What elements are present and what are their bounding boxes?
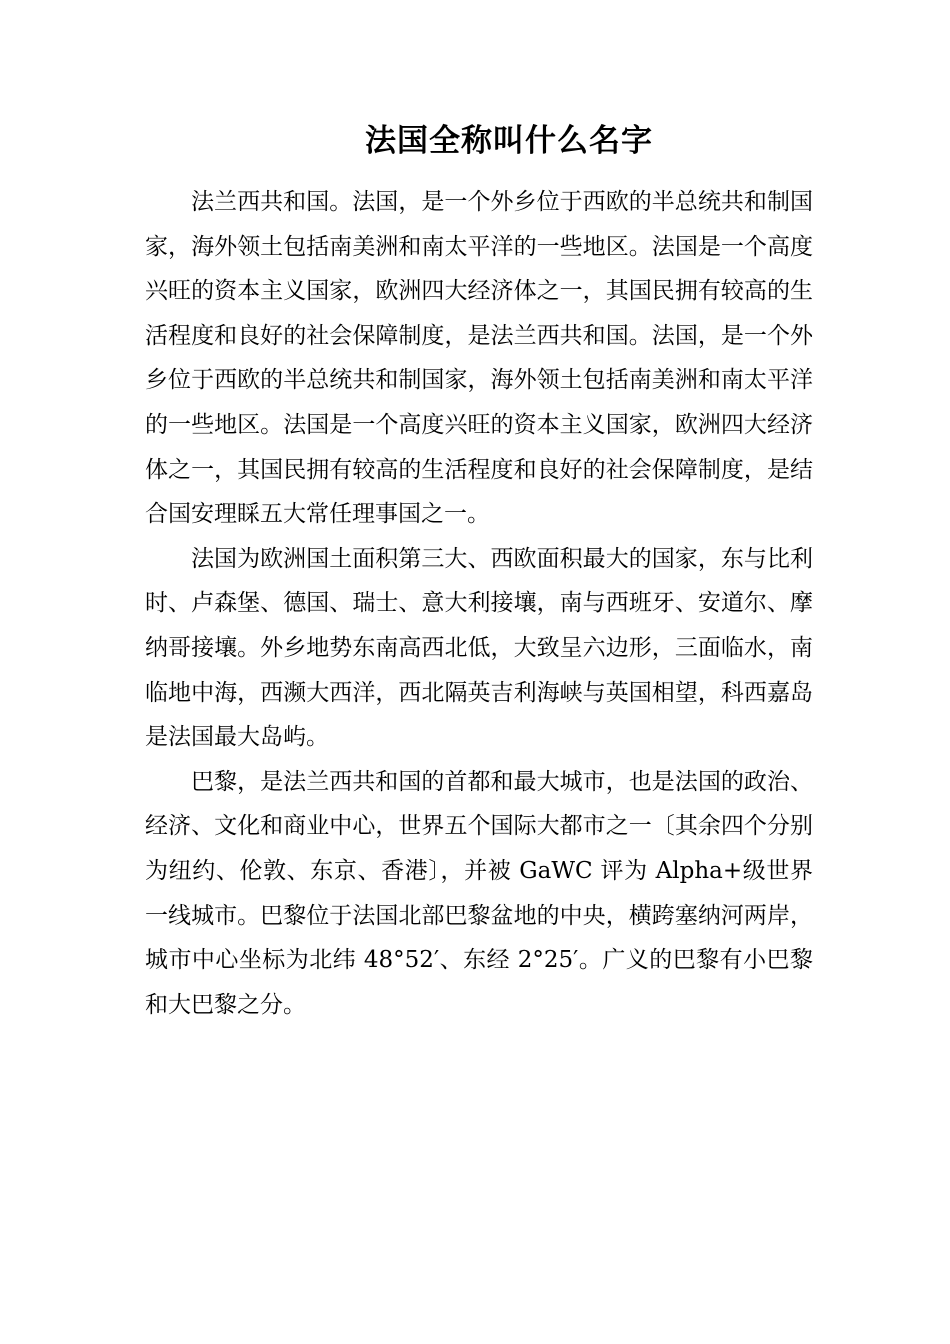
paragraph-geography: 法国为欧洲国土面积第三大、西欧面积最大的国家，东与比利时、卢森堡、德国、瑞士、意大利接壤，南与西班牙、安道尔、摩纳哥接壤。外乡地势东南高西北低，大致呈六边形，三面临水，南临地中海，西濒大西洋，西北隔英吉利海峡与英国相望，科西嘉岛是法国最大岛屿。 — [145, 545, 813, 751]
paragraph-paris: 巴黎，是法兰西共和国的首都和最大城市，也是法国的政治、经济、文化和商业中心，世界五个国际大都市之一〔其余四个分别为纽约、伦敦、东京、香港〕，并被 GaWC 评为 Alpha+级世界一线城市。巴黎位于法国北部巴黎盆地的中央，横跨塞纳河两岸，城市中心坐标为北纬 48°52′、东经 2°25′。广义的巴黎有小巴黎和大巴黎之分。 — [145, 768, 813, 1018]
document-title: 法国全称叫什么名字 — [365, 123, 653, 159]
paragraph-french-republic: 法兰西共和国。法国，是一个外乡位于西欧的半总统共和制国家，海外领土包括南美洲和南太平洋的一些地区。法国是一个高度兴旺的资本主义国家，欧洲四大经济体之一，其国民拥有较高的生活程度和良好的社会保障制度，是法兰西共和国。法国，是一个外乡位于西欧的半总统共和制国家，海外领土包括南美洲和南太平洋的一些地区。法国是一个高度兴旺的资本主义国家，欧洲四大经济体之一，其国民拥有较高的生活程度和良好的社会保障制度，是结合国安理睬五大常任理事国之一。 — [145, 189, 813, 528]
document-body — [145, 180, 813, 1027]
